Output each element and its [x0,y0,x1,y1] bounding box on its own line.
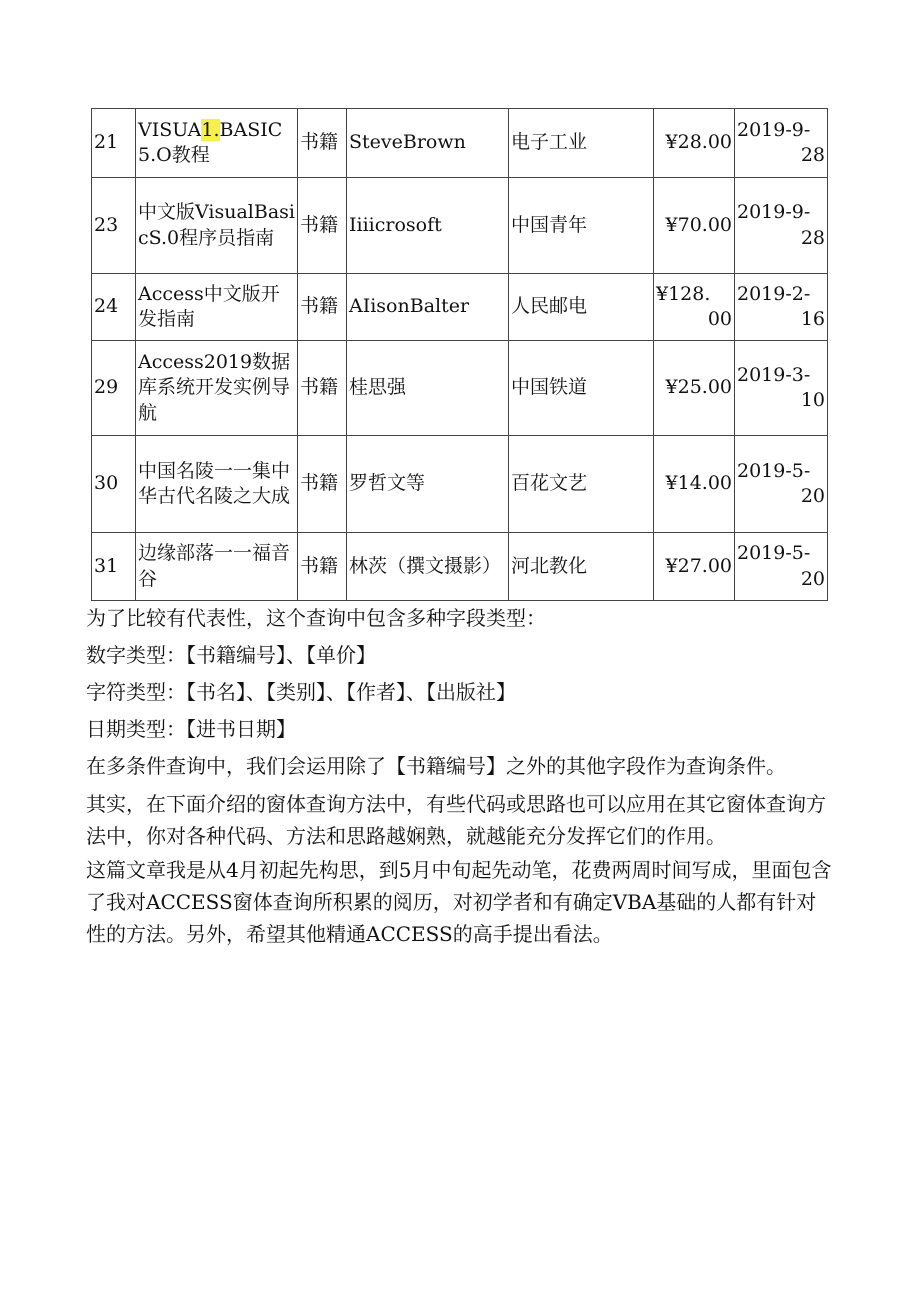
author-cell: 罗哲文等 [347,436,509,533]
book-title-cell: 边缘部落一一福音谷 [136,533,298,601]
date-types-line: 日期类型：【进书日期】 [86,717,296,741]
price-cell: ¥27.00 [654,533,735,601]
book-id-cell: 21 [92,109,136,178]
date-part: 2019-5- [737,459,811,482]
category-cell: 书籍 [298,341,347,436]
date-part: 16 [800,308,825,330]
date-cell [735,178,828,274]
author-cell: AIisonBalter [347,274,509,341]
date-part: 20 [800,485,825,507]
date-part: 2019-5- [737,542,811,565]
book-id-cell: 23 [92,178,136,274]
publisher-cell: 人民邮电 [509,274,654,341]
price-part: 00 [707,308,732,330]
date-part: 2019-2- [737,282,811,305]
author-cell: Iiiicrosoft [347,178,509,274]
books-table [91,108,828,601]
numeric-types-line: 数字类型：【书籍编号】、【单价】 [86,643,376,667]
intro-paragraph: 为了比较有代表性，这个查询中包含多种字段类型： [86,606,546,630]
book-id-cell: 29 [92,341,136,436]
author-cell: SteveBrown [347,109,509,178]
author-cell: 桂思强 [347,341,509,436]
table-row [92,533,828,601]
price-cell: ¥25.00 [654,341,735,436]
highlighted-text: 1. [201,118,220,141]
category-cell: 书籍 [298,109,347,178]
date-cell [735,533,828,601]
book-id-cell: 24 [92,274,136,341]
date-part: 2019-3- [737,363,811,386]
price-part: ¥128. [656,282,711,305]
title-part: BASIC5.O教程 [138,118,283,166]
publisher-cell: 中国铁道 [509,341,654,436]
date-cell [735,341,828,436]
publisher-cell: 百花文艺 [509,436,654,533]
table-row [92,436,828,533]
publisher-cell: 电子工业 [509,109,654,178]
date-cell [735,436,828,533]
table-row [92,274,828,341]
price-cell: ¥28.00 [654,109,735,178]
book-title-cell [136,109,298,178]
publisher-cell: 河北教化 [509,533,654,601]
title-part: VISUA [138,118,202,141]
table-row [92,109,828,178]
date-cell [735,274,828,341]
date-part: 2019-9- [737,118,811,141]
book-title-cell: Access2019数据库系统开发实例导航 [136,341,298,436]
category-cell: 书籍 [298,436,347,533]
book-id-cell: 31 [92,533,136,601]
paragraph-about-article: 这篇文章我是从4月初起先构思，到5月中旬起先动笔，花费两周时间写成，里面包含了我对ACCESS窗体查询所积累的阅历，对初学者和有确定VBA基础的人都有针对性的方法。另外，希望其他精通ACCESS的高手提出看法。 [86,858,832,946]
category-cell: 书籍 [298,274,347,341]
category-cell: 书籍 [298,533,347,601]
date-part: 2019-9- [737,201,811,224]
date-part: 28 [800,226,825,249]
date-cell [735,109,828,178]
author-cell: 林茨（撰文摄影） [347,533,509,601]
book-title-cell: 中文版VisualBasicS.0程序员指南 [136,178,298,274]
price-cell: ¥70.00 [654,178,735,274]
book-title-cell: 中国名陵一一集中华古代名陵之大成 [136,436,298,533]
date-part: 28 [800,144,825,166]
price-cell: ¥14.00 [654,436,735,533]
paragraph-conditions: 在多条件查询中，我们会运用除了【书籍编号】之外的其他字段作为查询条件。 [86,754,786,778]
book-title-cell: Access中文版开发指南 [136,274,298,341]
table-row [92,341,828,436]
publisher-cell: 中国青年 [509,178,654,274]
date-part: 10 [800,389,825,411]
price-cell [654,274,735,341]
character-types-line: 字符类型：【书名】、【类别】、【作者】、【出版社】 [86,680,516,704]
book-id-cell: 30 [92,436,136,533]
category-cell: 书籍 [298,178,347,274]
date-part: 20 [800,567,825,590]
paragraph-methods: 其实，在下面介绍的窗体查询方法中，有些代码或思路也可以应用在其它窗体查询方法中，你对各种代码、方法和思路越娴熟，就越能充分发挥它们的作用。 [86,792,826,848]
table-row [92,178,828,274]
body-text [86,600,834,950]
